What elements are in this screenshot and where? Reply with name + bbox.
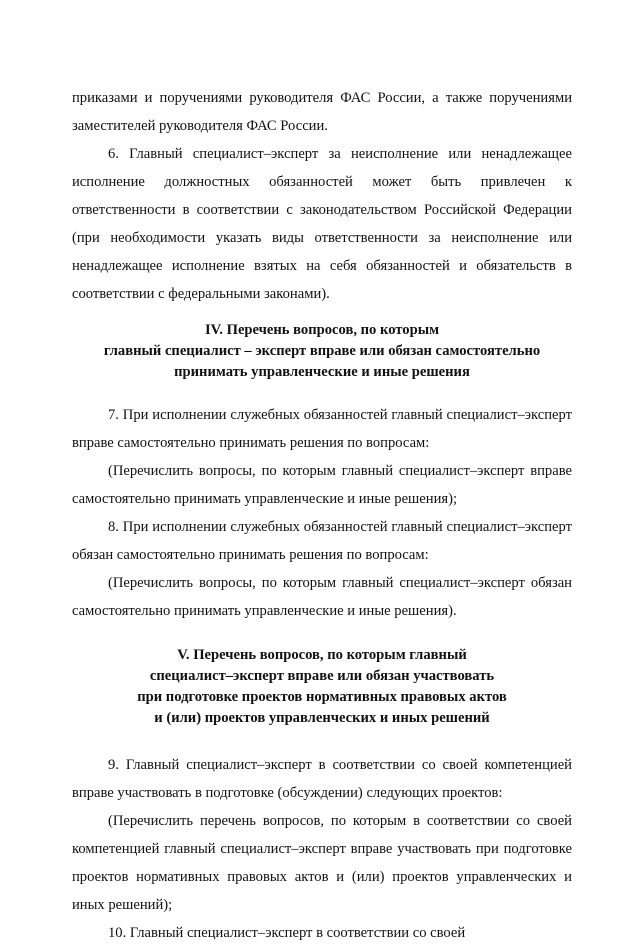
section-4-heading-line: принимать управленческие и иные решения	[174, 364, 470, 380]
section-4-heading-line: главный специалист – эксперт вправе или обязан самостоятельно	[103, 343, 541, 359]
section-5-heading-line: V. Перечень вопросов, по которым главный	[177, 647, 467, 663]
paragraph-9-note: (Перечислить перечень вопросов, по которым в соответствии со своей компетенцией главный специалист–эксперт вправе участвовать при подготовке проектов нормативных правовых актов и (или) проектов управленческих и иных решений);	[72, 813, 572, 913]
section-5-heading-line: при подготовке проектов нормативных правовых актов	[137, 689, 507, 705]
paragraph-6: 6. Главный специалист–эксперт за неисполнение или ненадлежащее исполнение должностных обязанностей может быть привлечен к ответственности в соответствии с законодательством Российской Федерации (при необходимости указать виды ответственности за неисполнение или ненадлежащее исполнение взятых на себя обязанностей и обязательств в соответствии с федеральными законами).	[72, 146, 572, 302]
paragraph-7: 7. При исполнении служебных обязанностей главный специалист–эксперт вправе самостоятельно принимать решения по вопросам:	[72, 407, 572, 451]
paragraph-8: 8. При исполнении служебных обязанностей главный специалист–эксперт обязан самостоятельно принимать решения по вопросам:	[72, 519, 572, 563]
paragraph-7-note: (Перечислить вопросы, по которым главный специалист–эксперт вправе самостоятельно принимать управленческие и иные решения);	[72, 463, 572, 507]
paragraph-9: 9. Главный специалист–эксперт в соответствии со своей компетенцией вправе участвовать в подготовке (обсуждении) следующих проектов:	[72, 757, 572, 801]
paragraph-8-note: (Перечислить вопросы, по которым главный специалист–эксперт обязан самостоятельно принимать управленческие и иные решения).	[72, 575, 572, 619]
section-5-heading-line: специалист–эксперт вправе или обязан участвовать	[149, 668, 495, 684]
section-5-heading	[72, 645, 572, 729]
paragraph-continuation: приказами и поручениями руководителя ФАС России, а также поручениями заместителей руководителя ФАС России.	[72, 90, 572, 134]
section-4-heading	[72, 320, 572, 383]
section-4-heading-line: IV. Перечень вопросов, по которым	[204, 322, 440, 338]
document-page	[72, 84, 572, 947]
section-5-heading-line: и (или) проектов управленческих и иных решений	[154, 710, 490, 726]
paragraph-10: 10. Главный специалист–эксперт в соответствии со своей	[108, 925, 466, 941]
